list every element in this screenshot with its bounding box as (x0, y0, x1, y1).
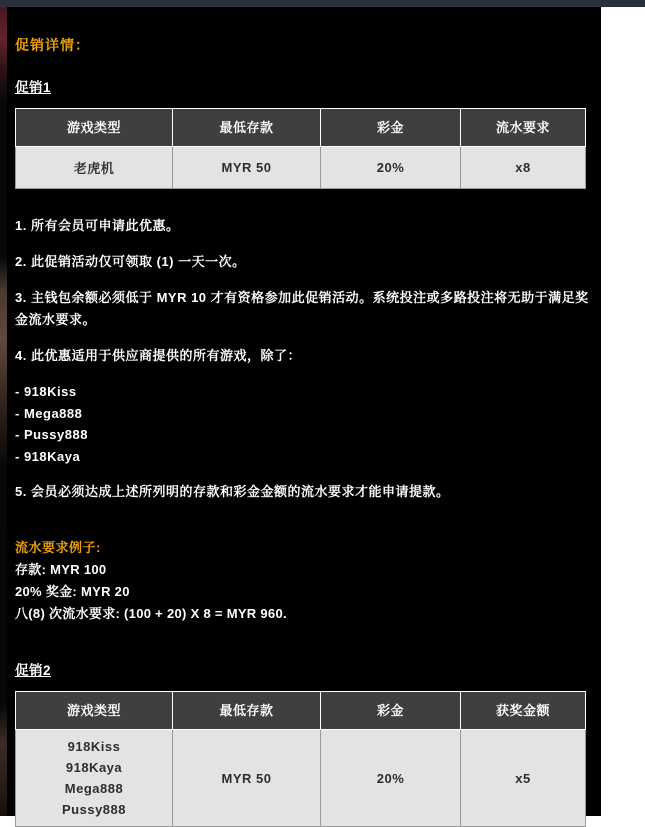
game-name: Pussy888 (62, 802, 126, 817)
list-item: - 918Kiss (15, 384, 77, 399)
table-row (16, 730, 586, 827)
promo1-col-min-deposit: 最低存款 (173, 109, 321, 147)
table-row (16, 147, 586, 189)
example-heading: 流水要求例子: (15, 540, 101, 555)
promo1-col-bonus: 彩金 (321, 109, 461, 147)
promo2-col-min-deposit: 最低存款 (173, 692, 321, 730)
term-5: 5. 会员必须达成上述所列明的存款和彩金金额的流水要求才能申请提款。 (15, 484, 450, 499)
promo2-cell-bonus: 20% (321, 730, 461, 827)
promo1-cell-min-deposit: MYR 50 (173, 147, 321, 189)
example-turnover-line: 八(8) 次流水要求: (100 + 20) X 8 = MYR 960. (15, 606, 287, 621)
promo2-col-win-amount: 获奖金额 (461, 692, 586, 730)
example-bonus-line: 20% 奖金: MYR 20 (15, 584, 130, 599)
list-item: - Mega888 (15, 405, 83, 421)
promo1-cell-game-type: 老虎机 (16, 147, 173, 189)
promo2-table (15, 691, 586, 827)
term-2: 2. 此促销活动仅可领取 (1) 一天一次。 (15, 254, 246, 269)
promo1-table (15, 108, 586, 189)
promo2-cell-win-amount: x5 (461, 730, 586, 827)
game-name: 918Kiss (67, 739, 121, 754)
page-title: 促销详情： (15, 37, 90, 53)
promo2-cell-min-deposit: MYR 50 (173, 730, 321, 827)
top-navy-bar (0, 0, 645, 7)
promo1-col-turnover: 流水要求 (461, 109, 586, 147)
promo-details-panel (7, 7, 601, 816)
list-item: - 918Kaya (15, 448, 81, 464)
background-image-strip (0, 7, 7, 816)
promo1-heading: 促销1 (15, 80, 52, 95)
term-4: 4. 此优惠适用于供应商提供的所有游戏，除了： (15, 348, 301, 363)
promo2-table-header-row (16, 692, 586, 730)
game-name: 918Kaya (65, 760, 123, 775)
promo2-heading: 促销2 (15, 663, 52, 678)
promo1-cell-bonus: 20% (321, 147, 461, 189)
promo1-table-header-row (16, 109, 586, 147)
excluded-games-list (15, 381, 592, 467)
promo1-col-game-type: 游戏类型 (16, 109, 173, 147)
promo2-col-bonus: 彩金 (321, 692, 461, 730)
turnover-example-block (15, 537, 592, 625)
game-name: Mega888 (64, 781, 124, 796)
list-item: - Pussy888 (15, 427, 88, 442)
term-3: 3. 主钱包余额必须低于 MYR 10 才有资格参加此促销活动。系统投注或多路投注将无助于满足奖金流水要求。 (15, 290, 589, 327)
promo2-cell-game-types (16, 730, 173, 827)
example-deposit-line: 存款: MYR 100 (15, 562, 107, 577)
term-1: 1. 所有会员可申请此优惠。 (15, 218, 180, 233)
promo2-col-game-type: 游戏类型 (16, 692, 173, 730)
promo1-cell-turnover: x8 (461, 147, 586, 189)
